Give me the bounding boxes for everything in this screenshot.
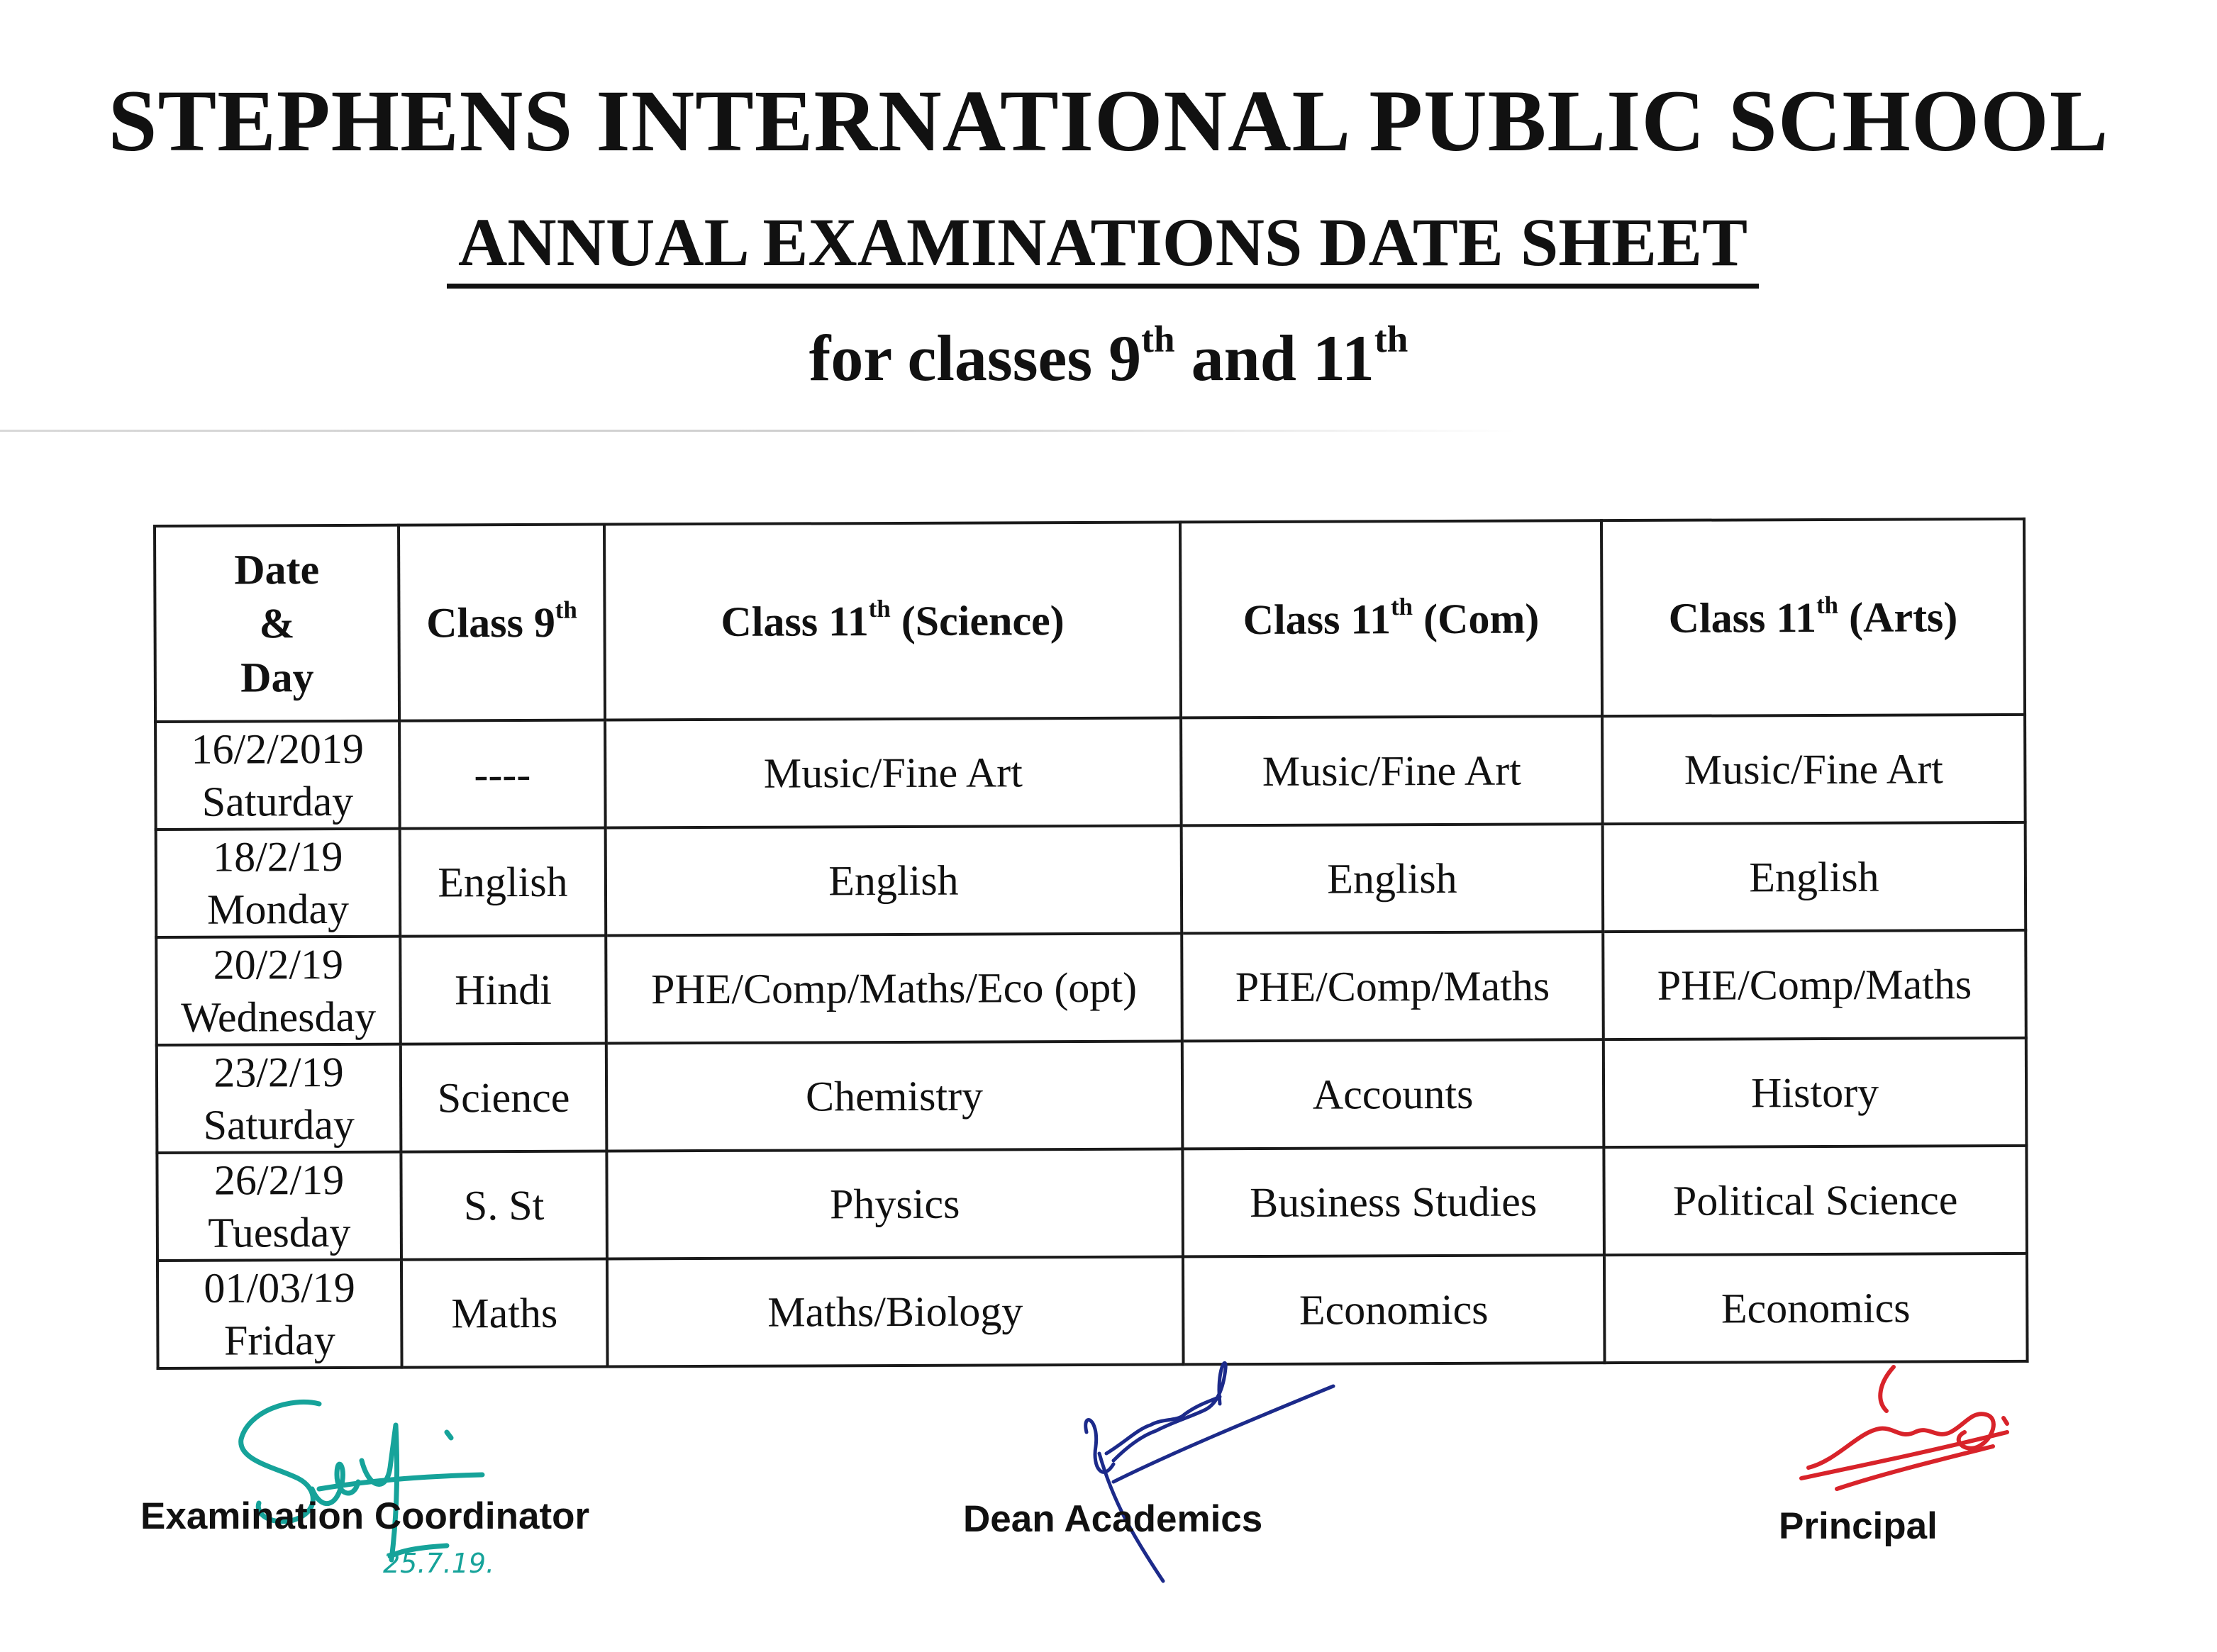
exam-date: 18/2/19 (213, 832, 343, 881)
commerce-subject: Economics (1183, 1255, 1605, 1364)
table-header-row (155, 519, 2025, 722)
table-row (155, 715, 2026, 830)
science-subject: Physics (606, 1149, 1183, 1258)
subtitle-middle: and 11 (1174, 322, 1374, 394)
date-cell (155, 721, 400, 830)
dean-label: Dean Academics (963, 1498, 1263, 1540)
class-9-subject: Maths (401, 1259, 608, 1368)
table-row (156, 822, 2026, 937)
header-sup: th (1816, 591, 1839, 619)
header-label: Class 11 (721, 598, 869, 645)
commerce-subject: Accounts (1182, 1039, 1604, 1149)
header-sup: th (868, 594, 891, 623)
date-cell (157, 1260, 402, 1368)
commerce-subject: Business Studies (1182, 1147, 1604, 1256)
arts-subject: Music/Fine Art (1602, 715, 2026, 824)
sheet-subtitle (0, 317, 2217, 396)
commerce-subject: Music/Fine Art (1181, 716, 1603, 825)
date-cell (156, 829, 401, 937)
principal-label: Principal (1779, 1505, 1938, 1547)
header-class-11-arts (1601, 519, 2025, 716)
coordinator-signature-drawing (213, 1383, 553, 1581)
sheet-title: ANNUAL EXAMINATIONS DATE SHEET (447, 204, 1759, 289)
exam-day: Friday (223, 1317, 335, 1364)
arts-subject: History (1604, 1038, 2027, 1147)
principal-signature-strokes (1801, 1367, 2007, 1489)
header-suffix: (Com) (1412, 595, 1540, 643)
commerce-subject: English (1182, 824, 1604, 933)
date-cell (157, 1152, 401, 1261)
date-cell (156, 937, 401, 1045)
arts-subject: PHE/Comp/Maths (1603, 930, 2026, 1039)
exam-day: Saturday (203, 1100, 355, 1149)
header-class-11-science (604, 522, 1181, 720)
header-sup: th (555, 596, 577, 624)
header-line: Date (234, 546, 320, 593)
header-label: Class 11 (1243, 596, 1391, 644)
header-suffix: (Science) (890, 597, 1065, 645)
science-subject: Music/Fine Art (605, 718, 1182, 827)
class-9-subject: English (400, 828, 606, 937)
subtitle-sup-2: th (1374, 317, 1408, 360)
header-class-9 (399, 525, 605, 721)
science-subject: PHE/Comp/Maths/Eco (opt) (606, 933, 1182, 1043)
exam-day: Saturday (201, 777, 354, 825)
subtitle-prefix: for classes 9 (809, 322, 1142, 394)
exam-day: Wednesday (180, 993, 377, 1041)
header-line: & (259, 600, 295, 647)
science-subject: Chemistry (606, 1041, 1183, 1151)
exam-day: Monday (206, 885, 350, 933)
header-label: Class 9 (426, 598, 556, 647)
exam-date: 16/2/2019 (191, 725, 365, 773)
class-9-subject: Science (401, 1044, 607, 1152)
principal-signature-drawing (1794, 1361, 2028, 1510)
header-date-day (155, 525, 399, 722)
header-suffix: (Arts) (1838, 593, 1958, 641)
header-sup: th (1390, 593, 1413, 621)
class-9-subject: Hindi (400, 936, 606, 1044)
exam-date: 26/2/19 (213, 1156, 345, 1204)
science-subject: English (606, 825, 1182, 935)
subtitle-sup-1: th (1141, 317, 1175, 360)
arts-subject: Political Science (1604, 1146, 2027, 1255)
table-row (157, 1146, 2027, 1261)
header-class-11-com (1180, 520, 1602, 718)
dean-signature-drawing (1071, 1347, 1355, 1609)
date-sheet-table (153, 518, 2029, 1370)
science-subject: Maths/Biology (607, 1256, 1184, 1366)
class-9-subject: S. St (401, 1151, 607, 1260)
date-sheet-table-wrapper (153, 518, 2029, 1370)
coordinator-signature-date: 25.7.19. (383, 1548, 495, 1579)
exam-date: 01/03/19 (204, 1263, 355, 1312)
exam-date: 23/2/19 (213, 1048, 344, 1096)
exam-day: Tuesday (208, 1208, 351, 1256)
header-label: Class 11 (1668, 593, 1817, 642)
header-line: Day (240, 654, 314, 701)
table-row (157, 1254, 2028, 1368)
table-row (157, 1038, 2027, 1153)
coordinator-label: Examination Coordinator (140, 1495, 590, 1537)
table-row (156, 930, 2026, 1045)
commerce-subject: PHE/Comp/Maths (1182, 932, 1604, 1041)
dean-signature-strokes (1086, 1363, 1333, 1581)
exam-date: 20/2/19 (213, 940, 344, 988)
scan-artifact-line (0, 430, 1518, 432)
school-name: STEPHENS INTERNATIONAL PUBLIC SCHOOL (108, 72, 2109, 169)
class-9-subject: ---- (399, 720, 606, 829)
date-cell (157, 1044, 401, 1153)
arts-subject: Economics (1604, 1254, 2028, 1363)
arts-subject: English (1603, 822, 2026, 932)
